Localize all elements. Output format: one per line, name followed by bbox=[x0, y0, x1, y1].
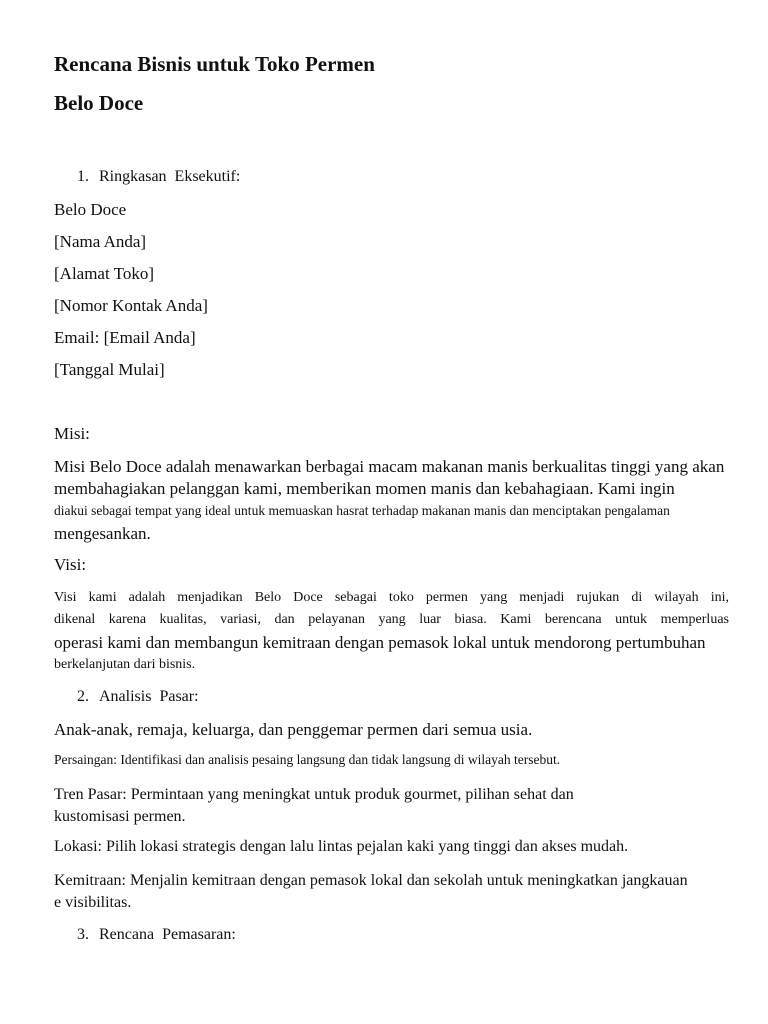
section-number: 3. bbox=[77, 926, 89, 943]
visi-line: dikenal karena kualitas, variasi, dan pelayanan yang luar biasa. Kami berencana untuk memperluas bbox=[54, 612, 729, 627]
section-number: 2. bbox=[77, 688, 89, 705]
misi-heading: Misi: bbox=[54, 424, 90, 443]
visi-paragraph bbox=[54, 587, 768, 675]
trends-line: Tren Pasar: Permintaan yang meningkat untuk produk gourmet, pilihan sehat dan bbox=[54, 786, 574, 803]
business-name: Belo Doce bbox=[54, 200, 127, 219]
section-label: Analisis Pasar: bbox=[99, 688, 199, 705]
competition-line: Persaingan: Identifikasi dan analisis pesaing langsung dan tidak langsung di wilayah tersebut. bbox=[54, 752, 561, 767]
email-line: Email: [Email Anda] bbox=[54, 328, 196, 347]
misi-paragraph bbox=[54, 456, 768, 546]
visi-line: Visi kami adalah menjadikan Belo Doce sebagai toko permen yang menjadi rujukan di wilayah ini, bbox=[54, 590, 729, 605]
section-label: Rencana Pemasaran: bbox=[99, 926, 236, 943]
start-date: [Tanggal Mulai] bbox=[54, 360, 165, 379]
store-address: [Alamat Toko] bbox=[54, 264, 154, 283]
partnership-paragraph bbox=[54, 870, 768, 914]
owner-name: [Nama Anda] bbox=[54, 232, 147, 251]
location-line: Lokasi: Pilih lokasi strategis dengan lalu lintas pejalan kaki yang tinggi dan akses mudah. bbox=[54, 838, 629, 855]
section-number: 1. bbox=[77, 168, 89, 185]
visi-heading: Visi: bbox=[54, 555, 87, 574]
contact-number: [Nomor Kontak Anda] bbox=[54, 296, 208, 315]
misi-line: mengesankan. bbox=[54, 524, 151, 543]
misi-line: membahagiakan pelanggan kami, memberikan momen manis dan kebahagiaan. Kami ingin bbox=[54, 479, 675, 498]
section-heading-analisis bbox=[77, 688, 199, 706]
section-label: Ringkasan Eksekutif: bbox=[99, 168, 241, 185]
section-heading-pemasaran bbox=[77, 926, 236, 944]
visi-line: berkelanjutan dari bisnis. bbox=[54, 657, 196, 672]
partnership-line: Kemitraan: Menjalin kemitraan dengan pemasok lokal dan sekolah untuk meningkatkan jangkauan bbox=[54, 872, 688, 889]
visi-line: operasi kami dan membangun kemitraan dengan pemasok lokal untuk mendorong pertumbuhan bbox=[54, 633, 706, 652]
trends-line: kustomisasi permen. bbox=[54, 808, 186, 825]
section-heading-ringkasan bbox=[77, 168, 240, 186]
document-title: Rencana Bisnis untuk Toko Permen bbox=[54, 52, 375, 76]
misi-line: diakui sebagai tempat yang ideal untuk memuaskan hasrat terhadap makanan manis dan menciptakan pengalaman bbox=[54, 503, 670, 518]
document-subtitle: Belo Doce bbox=[54, 91, 144, 115]
trends-paragraph bbox=[54, 784, 768, 828]
partnership-line: e visibilitas. bbox=[54, 894, 132, 911]
target-audience: Anak-anak, remaja, keluarga, dan penggemar permen dari semua usia. bbox=[54, 720, 533, 739]
misi-line: Misi Belo Doce adalah menawarkan berbagai macam makanan manis berkualitas tinggi yang akan bbox=[54, 457, 725, 476]
